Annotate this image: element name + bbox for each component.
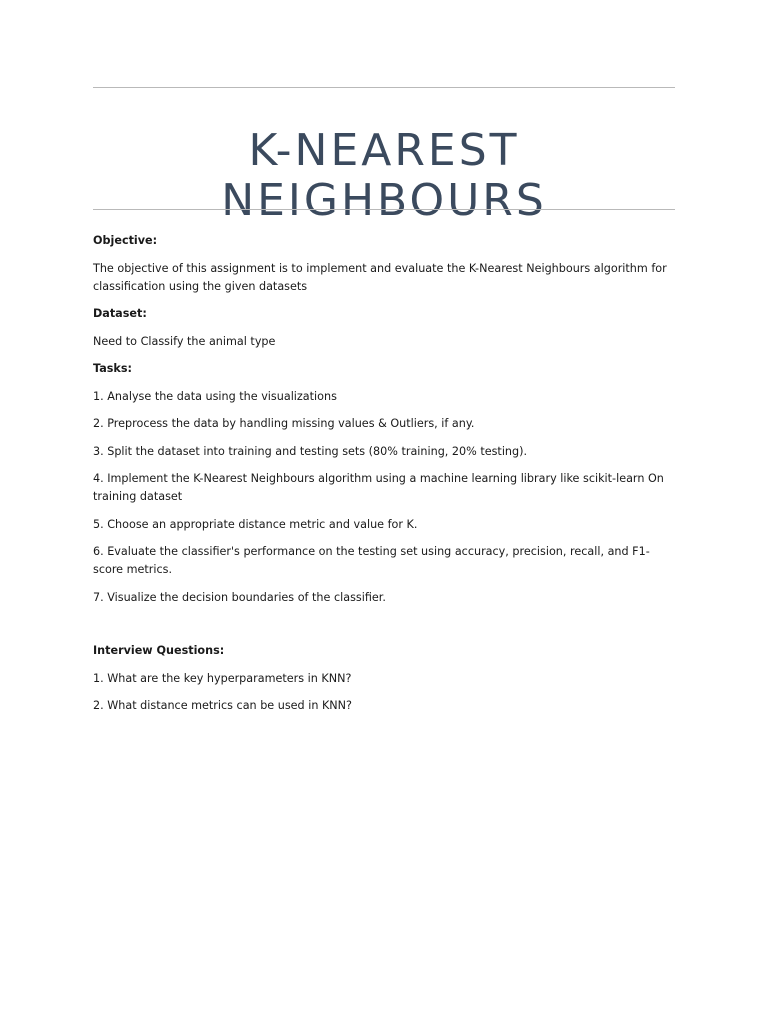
dataset-text: Need to Classify the animal type xyxy=(93,334,276,348)
objective-heading: Objective: xyxy=(93,234,158,247)
title-bottom-rule xyxy=(93,209,675,210)
document-title xyxy=(93,126,675,226)
section-spacer xyxy=(93,616,675,642)
tasks-heading: Tasks: xyxy=(93,362,132,375)
title-line-1: K-NEAREST xyxy=(248,125,520,177)
question-item: 1. What are the key hyperparameters in KNN? xyxy=(93,671,352,685)
task-item: 2. Preprocess the data by handling missing values & Outliers, if any. xyxy=(93,417,475,430)
objective-text: The objective of this assignment is to implement and evaluate the K-Nearest Neighbours algorithm for classification using the given datasets xyxy=(93,261,667,293)
interview-heading: Interview Questions: xyxy=(93,644,225,657)
task-item: 7. Visualize the decision boundaries of the classifier. xyxy=(93,590,386,604)
task-item: 5. Choose an appropriate distance metric and value for K. xyxy=(93,517,418,531)
document-body xyxy=(93,232,675,725)
title-line-2: NEIGHBOURS xyxy=(221,175,547,227)
dataset-heading: Dataset: xyxy=(93,307,147,320)
task-item: 3. Split the dataset into training and testing sets (80% training, 20% testing). xyxy=(93,444,528,458)
task-item: 6. Evaluate the classifier's performance on the testing set using accuracy, precision, recall, and F1-score metrics. xyxy=(93,545,650,576)
title-top-rule xyxy=(93,87,675,88)
question-item: 2. What distance metrics can be used in KNN? xyxy=(93,699,352,712)
task-item: 4. Implement the K-Nearest Neighbours algorithm using a machine learning library like scikit-learn On training dataset xyxy=(93,472,664,503)
task-item: 1. Analyse the data using the visualizations xyxy=(93,389,337,403)
